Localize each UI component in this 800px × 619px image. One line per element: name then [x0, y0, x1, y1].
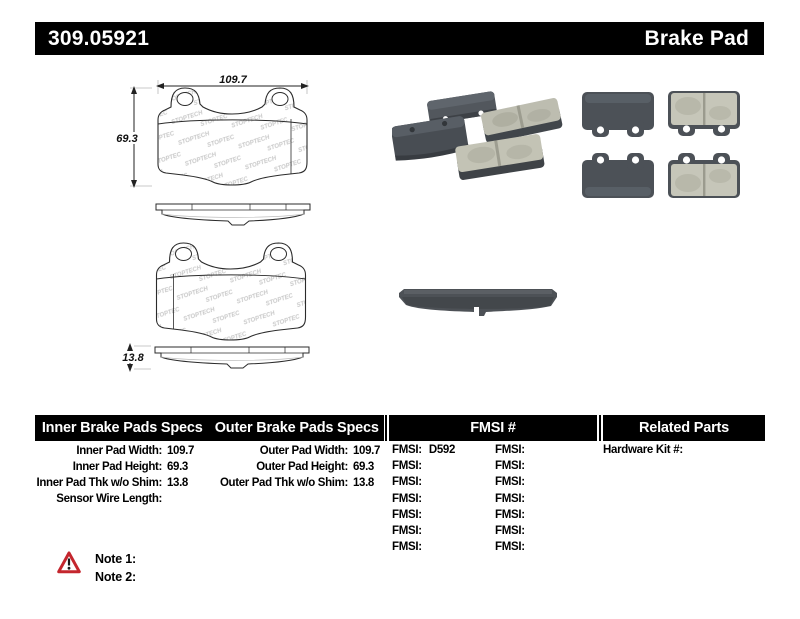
pad-photo-angled-set — [392, 82, 582, 182]
spec-value: 69.3 — [353, 461, 374, 473]
fmsi-label: FMSI: — [495, 476, 525, 488]
inner-specs-header: Inner Brake Pads Specs — [41, 420, 203, 436]
spec-label: Inner Pad Thk w/o Shim: — [36, 477, 162, 489]
fmsi-label: FMSI: — [392, 509, 422, 521]
fmsi-label: FMSI: — [392, 476, 422, 488]
friction-pad-photo — [668, 91, 740, 136]
specs-header-bar — [35, 415, 384, 441]
spec-label: Outer Pad Height: — [256, 461, 348, 473]
spec-value: 13.8 — [353, 477, 374, 489]
spec-label: Inner Pad Height: — [72, 461, 162, 473]
backing-plate-photo — [582, 153, 654, 198]
fmsi-header: FMSI # — [470, 420, 516, 436]
spec-value: 13.8 — [167, 477, 188, 489]
front-view-drawing-dimensioned — [100, 68, 366, 196]
related-parts-header: Related Parts — [638, 420, 730, 436]
thickness-dimension-label: 13.8 — [122, 352, 144, 364]
spec-label: Outer Pad Thk w/o Shim: — [219, 477, 348, 489]
height-dimension-label: 69.3 — [116, 133, 138, 145]
spec-label: Outer Pad Width: — [259, 445, 348, 457]
spec-label: Sensor Wire Length: — [56, 493, 162, 505]
page-header-bar — [35, 22, 764, 55]
spec-label: Inner Pad Width: — [76, 445, 162, 457]
spec-value: 109.7 — [353, 445, 381, 457]
front-view-drawing-plain — [152, 229, 310, 342]
friction-pad-photo — [668, 153, 740, 198]
related-part-label: Hardware Kit #: — [603, 444, 683, 456]
fmsi-label: FMSI: — [495, 525, 525, 537]
fmsi-header-bar — [389, 415, 597, 441]
spec-value: 109.7 — [167, 445, 195, 457]
spec-value: 69.3 — [167, 461, 188, 473]
outer-specs-header: Outer Brake Pads Specs — [214, 420, 379, 436]
fmsi-label: FMSI: — [495, 509, 525, 521]
fmsi-label: FMSI: — [495, 444, 525, 456]
fmsi-label: FMSI: — [392, 460, 422, 472]
fmsi-label: FMSI: — [495, 493, 525, 505]
pad-photo-flat-set — [576, 86, 768, 201]
part-number: 309.05921 — [48, 26, 150, 50]
related-parts-header-bar — [603, 415, 765, 441]
side-view-drawing-dimensioned — [120, 341, 314, 375]
note-label: Note 1: — [95, 552, 136, 566]
side-view-drawing-top — [152, 201, 314, 227]
note-1 — [95, 552, 136, 566]
width-dimension-label: 109.7 — [219, 74, 247, 86]
fmsi-value: D592 — [428, 444, 456, 456]
fmsi-label: FMSI: — [392, 493, 422, 505]
product-type-title: Brake Pad — [644, 26, 749, 50]
backing-plate-photo — [582, 92, 654, 137]
note-label: Note 2: — [95, 570, 136, 584]
note-2 — [95, 570, 136, 584]
column-divider — [599, 415, 601, 441]
fmsi-label: FMSI: — [495, 541, 525, 553]
warning-triangle-icon — [57, 551, 81, 574]
column-divider — [385, 415, 387, 441]
pad-photo-side-profile — [394, 280, 562, 322]
fmsi-label: FMSI: — [392, 444, 422, 456]
fmsi-label: FMSI: — [495, 460, 525, 472]
fmsi-label: FMSI: — [392, 541, 422, 553]
fmsi-label: FMSI: — [392, 525, 422, 537]
